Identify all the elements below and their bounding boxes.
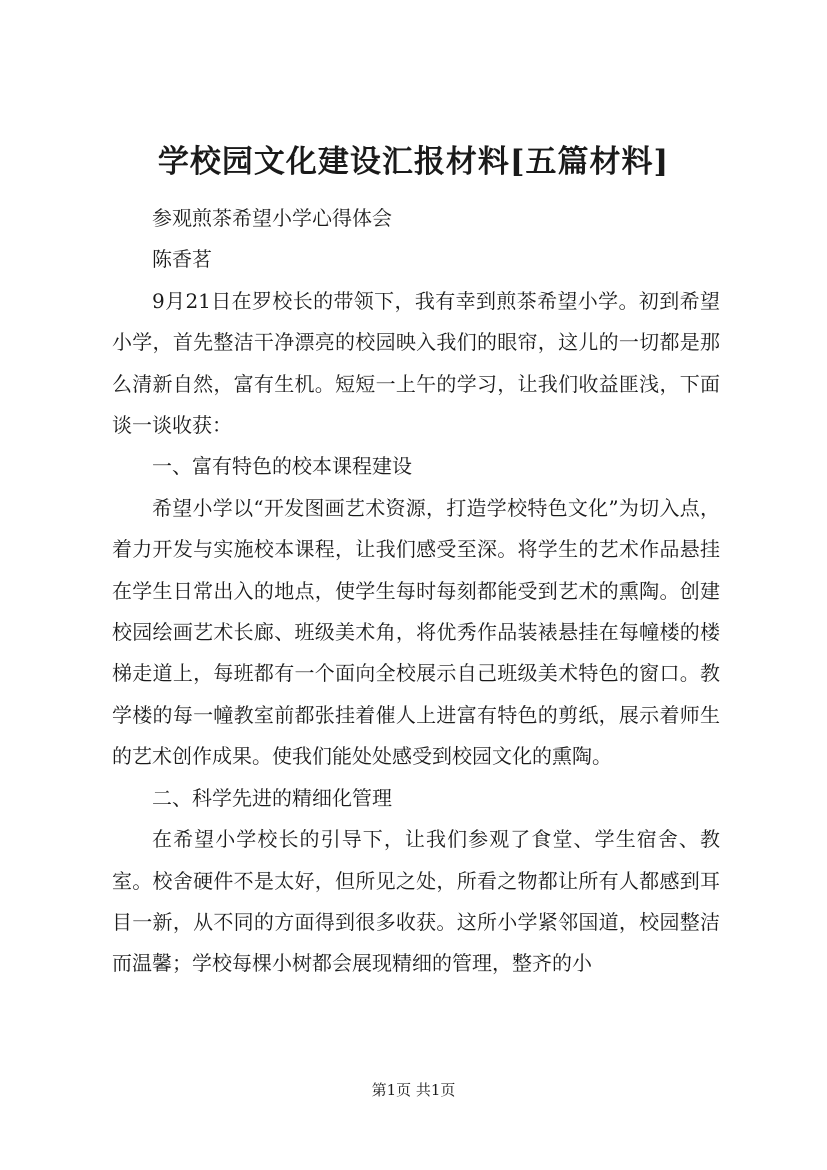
paragraph: 在希望小学校长的引导下，让我们参观了食堂、学生宿舍、教室。校舍硬件不是太好，但所见之处，所看之物都让所有人都感到耳目一新，从不同的方面得到很多收获。这所小学紧邻国道，校园整洁而温馨；学校每棵小树都会展现精细的管理，整齐的小 [112,827,720,976]
page-number-footer: 第1页 共1页 [371,1081,456,1099]
document-body [112,198,720,985]
document-author: 陈香茗 [152,247,212,272]
section-heading: 一、富有特色的校本课程建设 [152,454,412,479]
paragraph: 9月21日在罗校长的带领下，我有幸到煎茶希望小学。初到希望小学，首先整洁干净漂亮的校园映入我们的眼帘，这儿的一切都是那么清新自然，富有生机。短短一上午的学习，让我们收益匪浅，下面谈一谈收获： [112,288,720,438]
document-title: 学校园文化建设汇报材料[五篇材料] [157,144,670,180]
document-subtitle: 参观煎茶希望小学心得体会 [152,206,392,230]
paragraph: 希望小学以“开发图画艺术资源，打造学校特色文化”为切入点，着力开发与实施校本课程，让我们感受至深。将学生的艺术作品悬挂在学生日常出入的地点，使学生每时每刻都能受到艺术的熏陶。创建校园绘画艺术长廊、班级美术角，将优秀作品装裱悬挂在每幢楼的楼梯走道上，每班都有一个面向全校展示自己班级美术特色的窗口。教学楼的每一幢教室前都张挂着催人上进富有特色的剪纸，展示着师生的艺术创作成果。使我们能处处感受到校园文化的熏陶。 [112,495,720,769]
section-heading: 二、科学先进的精细化管理 [152,785,392,810]
